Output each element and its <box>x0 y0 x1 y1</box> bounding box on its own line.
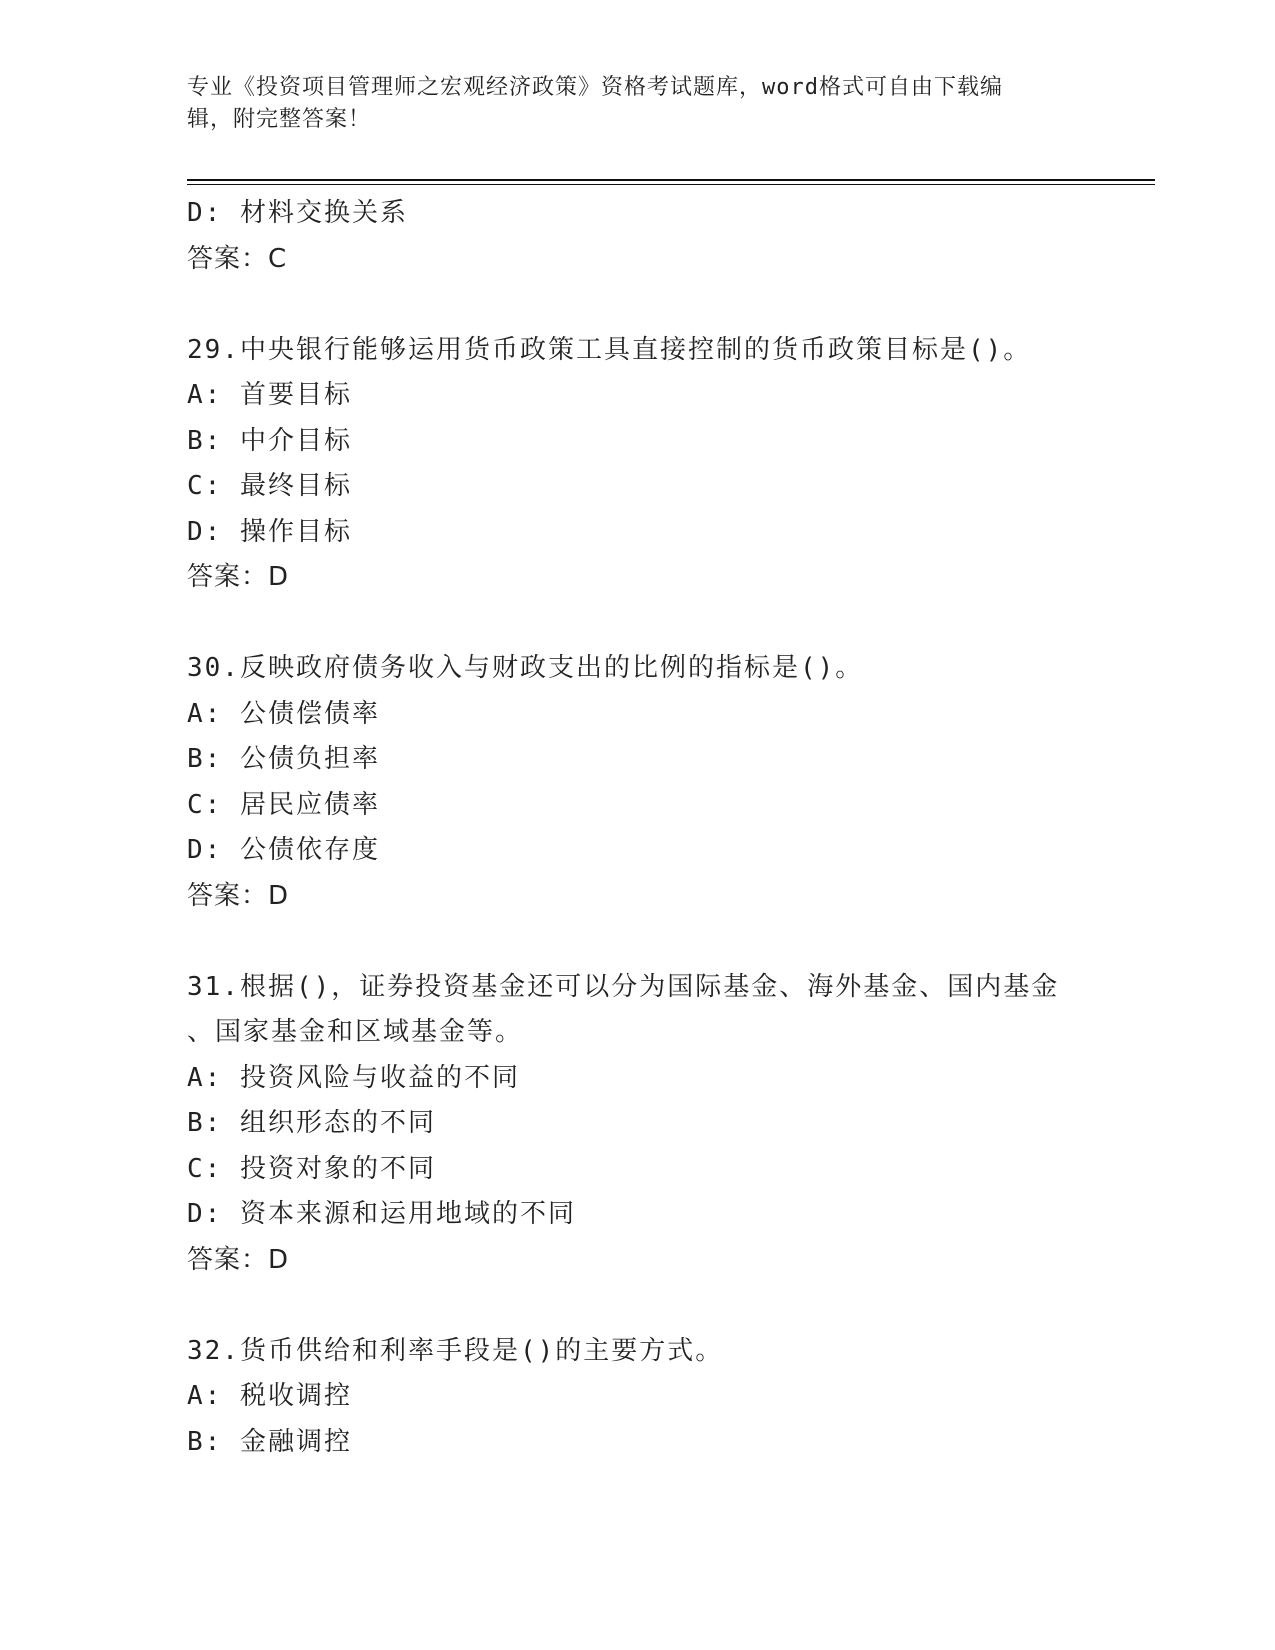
question-32-option-a: A: 税收调控 <box>187 1381 352 1411</box>
question-30-option-c: C: 居民应债率 <box>187 789 380 820</box>
spacer <box>187 1283 1147 1329</box>
question-31-answer: 答案：D <box>187 1244 290 1275</box>
question-30-answer: 答案：D <box>187 880 290 911</box>
header-line-2: 辑，附完整答案！ <box>187 107 372 132</box>
question-29-stem: 29.中央银行能够运用货币政策工具直接控制的货币政策目标是()。 <box>187 334 1032 365</box>
header-line-1: 专业《投资项目管理师之宏观经济政策》资格考试题库，word格式可自由下载编 <box>187 75 1003 100</box>
question-31-stem-line-2: 、国家基金和区域基金等。 <box>187 1017 524 1047</box>
question-31-stem-line-1: 31.根据()，证券投资基金还可以分为国际基金、海外基金、国内基金 <box>187 971 1060 1002</box>
document-header <box>187 72 1067 136</box>
prev-option-d: D: 材料交换关系 <box>187 198 408 228</box>
question-list <box>187 191 1147 1465</box>
question-29-answer: 答案：D <box>187 562 290 592</box>
prev-answer: 答案：C <box>187 243 288 274</box>
question-30-option-a: A: 公债偿债率 <box>187 698 380 729</box>
question-31-option-d: D: 资本来源和运用地域的不同 <box>187 1199 576 1229</box>
question-29-option-a: A: 首要目标 <box>187 380 352 410</box>
question-29-option-c: C: 最终目标 <box>187 471 352 501</box>
question-29-option-b: B: 中介目标 <box>187 425 352 456</box>
question-30-option-b: B: 公债负担率 <box>187 744 380 774</box>
question-31-option-b: B: 组织形态的不同 <box>187 1108 436 1138</box>
question-30-option-d: D: 公债依存度 <box>187 835 380 865</box>
question-30-stem: 30.反映政府债务收入与财政支出的比例的指标是()。 <box>187 653 864 683</box>
question-32-stem: 32.货币供给和利率手段是()的主要方式。 <box>187 1335 724 1366</box>
header-rule-thin <box>187 184 1155 185</box>
spacer <box>187 282 1147 328</box>
question-31-option-a: A: 投资风险与收益的不同 <box>187 1062 520 1093</box>
question-31-option-c: C: 投资对象的不同 <box>187 1153 436 1184</box>
header-rule-thick <box>187 179 1155 181</box>
spacer <box>187 919 1147 965</box>
question-29-option-d: D: 操作目标 <box>187 516 352 547</box>
question-32-option-b: B: 金融调控 <box>187 1426 352 1457</box>
spacer <box>187 601 1147 647</box>
